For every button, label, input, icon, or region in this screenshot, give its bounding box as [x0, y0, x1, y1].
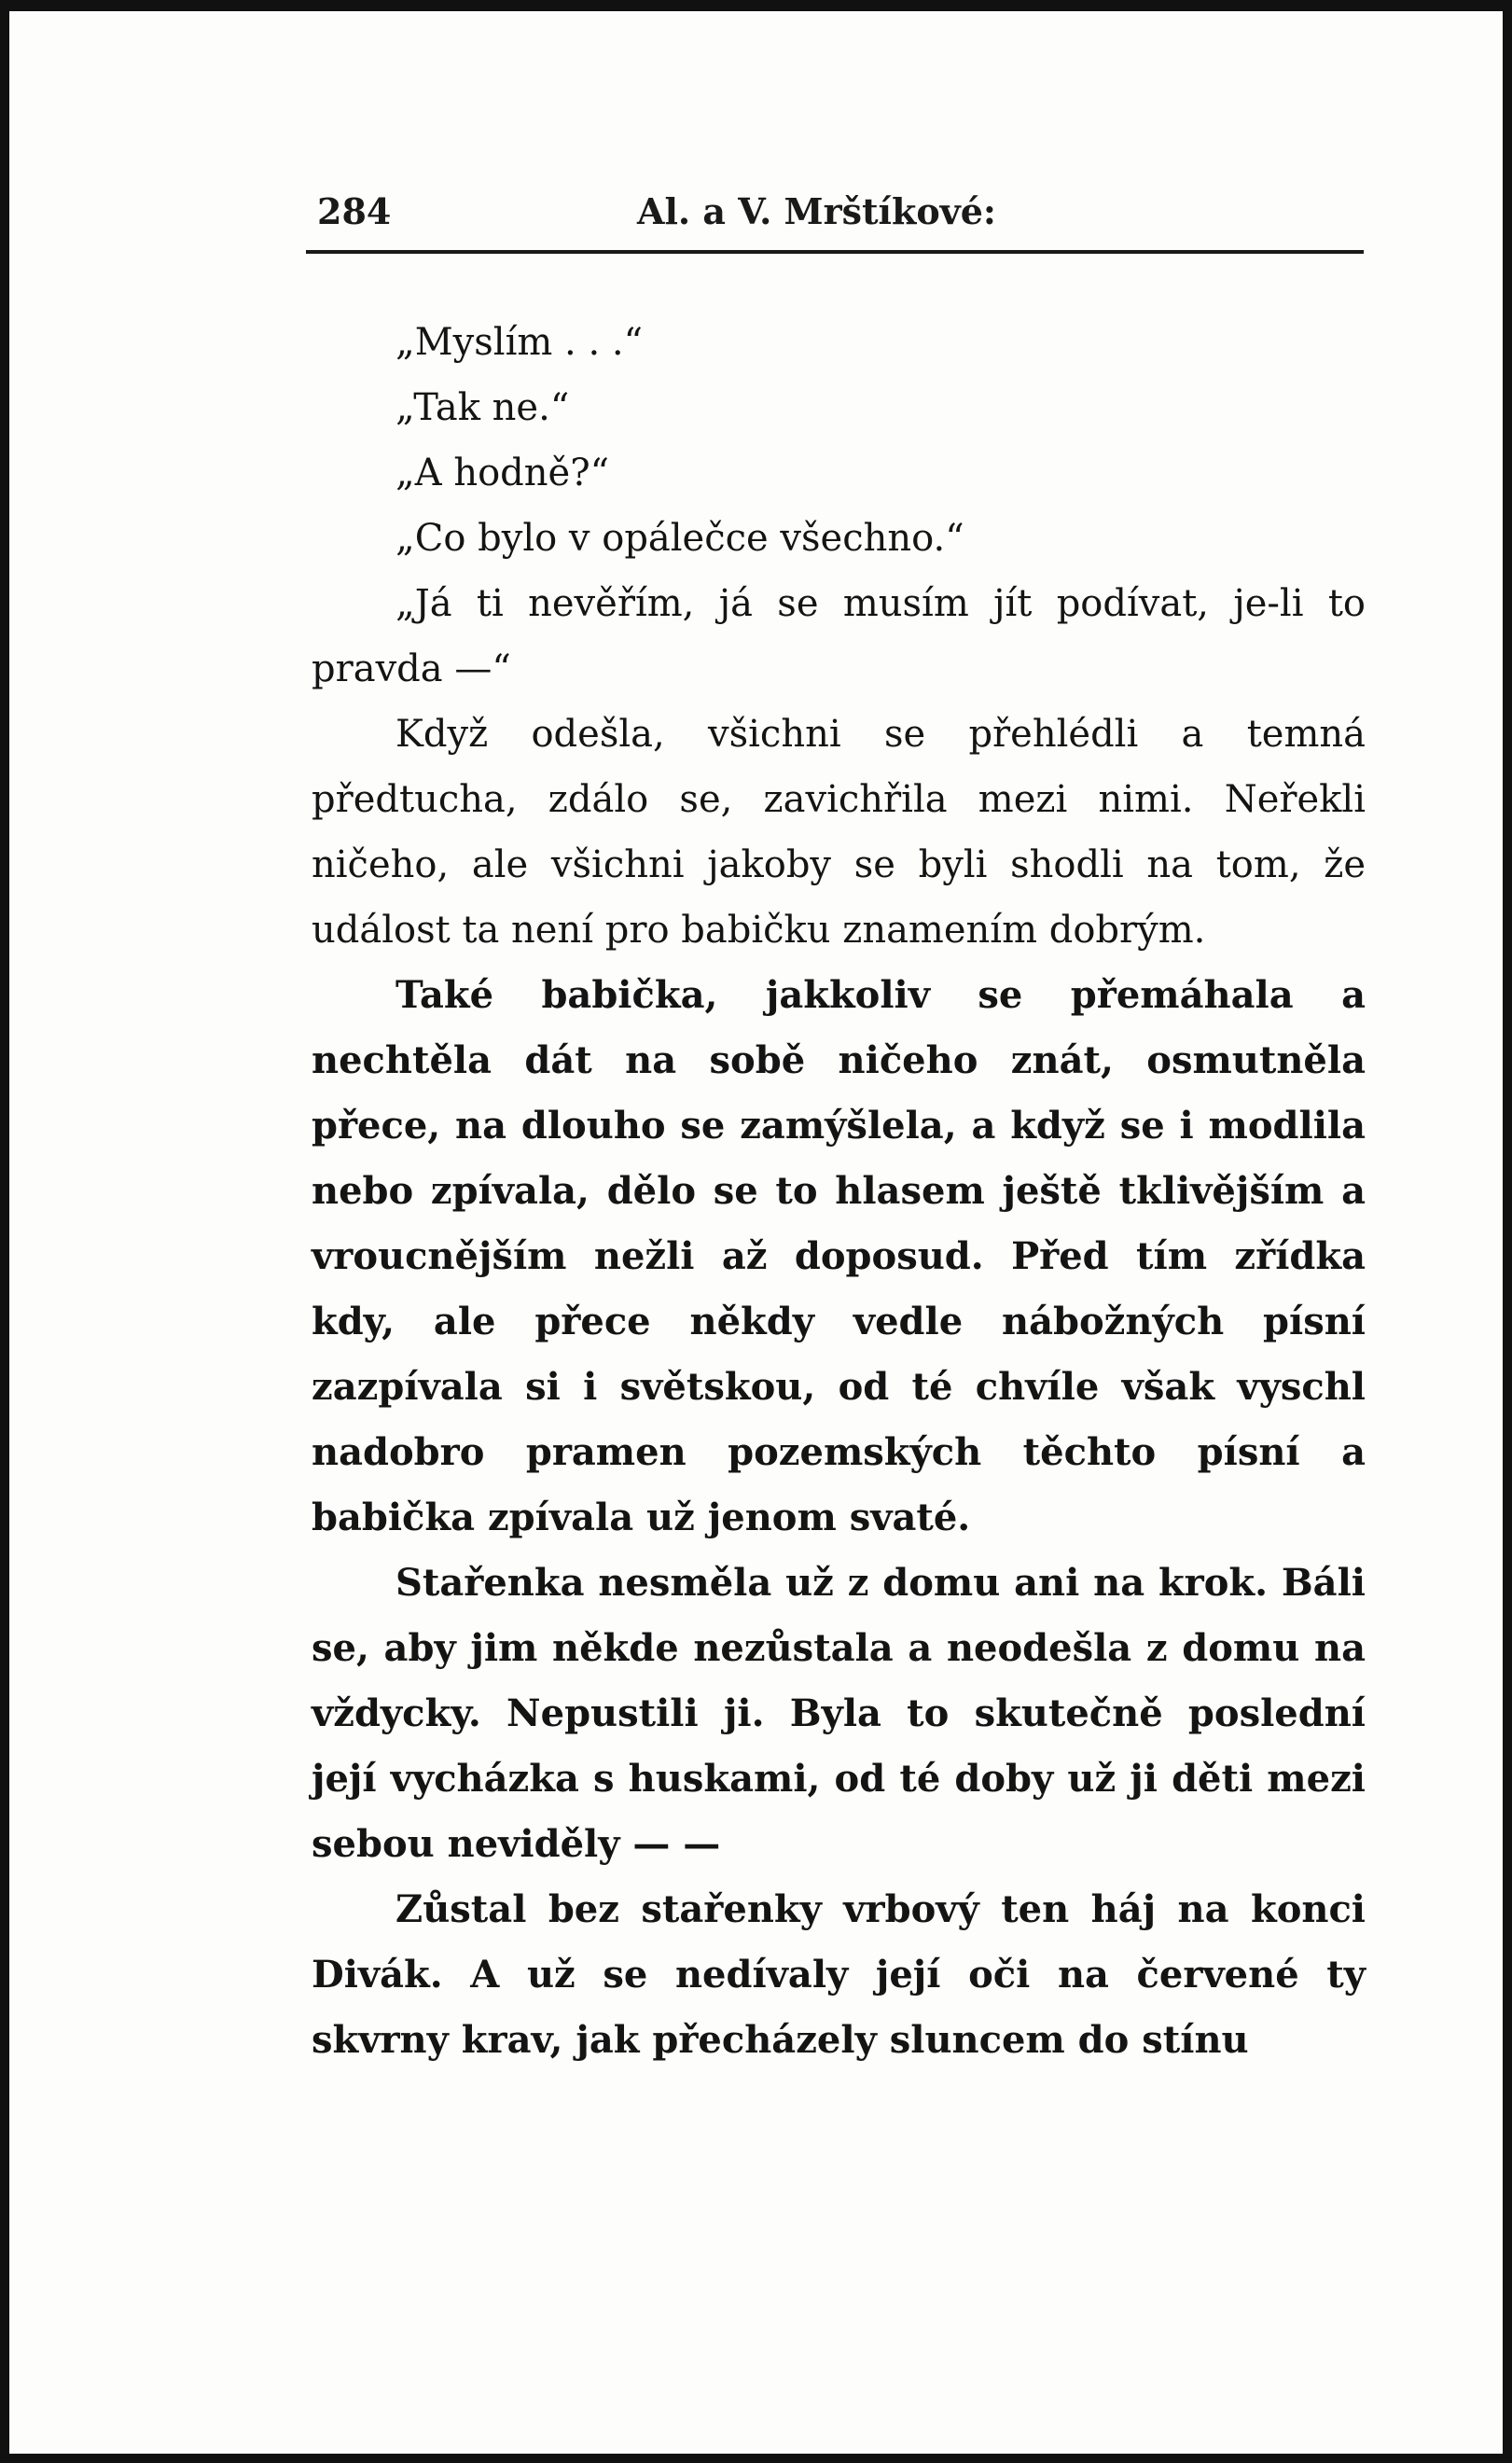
page-header [306, 185, 1364, 241]
dialogue-line: „Já ti nevěřím, já se musím jít podívat, je-li to pravda —“ [312, 582, 1366, 690]
paragraph: Zůstal bez stařenky vrbový ten háj na konci Divák. A už se nedívaly její oči na červené ty skvrny krav, jak přecházely sluncem do stínu [312, 1887, 1366, 2062]
page-number: 284 [317, 190, 392, 232]
paragraph: Stařenka nesměla už z domu ani na krok. Báli se, aby jim někde nezůstala a neodešla z domu na vždycky. Nepustili ji. Byla to skutečně poslední její vycházka s huskami, od té doby už ji děti mezi sebou neviděly — — [312, 1561, 1366, 1866]
header-rule [306, 250, 1364, 254]
dialogue-line: „Myslím . . .“ [395, 321, 644, 364]
book-page [9, 11, 1503, 2454]
dialogue-line: „Tak ne.“ [395, 386, 570, 429]
paragraph: Také babička, jakkoliv se přemáhala a nechtěla dát na sobě ničeho znát, osmutněla přece, na dlouho se zamýšlela, a když se i modlila nebo zpívala, dělo se to hlasem ještě tklivějším a vroucnějším nežli až doposud. Před tím zřídka kdy, ale přece někdy vedle nábožných písní zazpívala si i světskou, od té chvíle však vyschl nadobro pramen pozemských těchto písní a babička zpívala už jenom svaté. [312, 973, 1366, 1539]
body-text [312, 310, 1366, 2073]
dialogue-line: „A hodně?“ [395, 452, 610, 494]
paragraph: Když odešla, všichni se přehlédli a temná předtucha, zdálo se, zavichřila mezi nimi. Neřekli ničeho, ale všichni jakoby se byli shodli na tom, že událost ta není pro babičku znamením dobrým. [312, 713, 1366, 952]
dialogue-line: „Co bylo v opálečce všechno.“ [395, 517, 964, 560]
running-title: Al. a V. Mrštíkové: [637, 190, 996, 232]
